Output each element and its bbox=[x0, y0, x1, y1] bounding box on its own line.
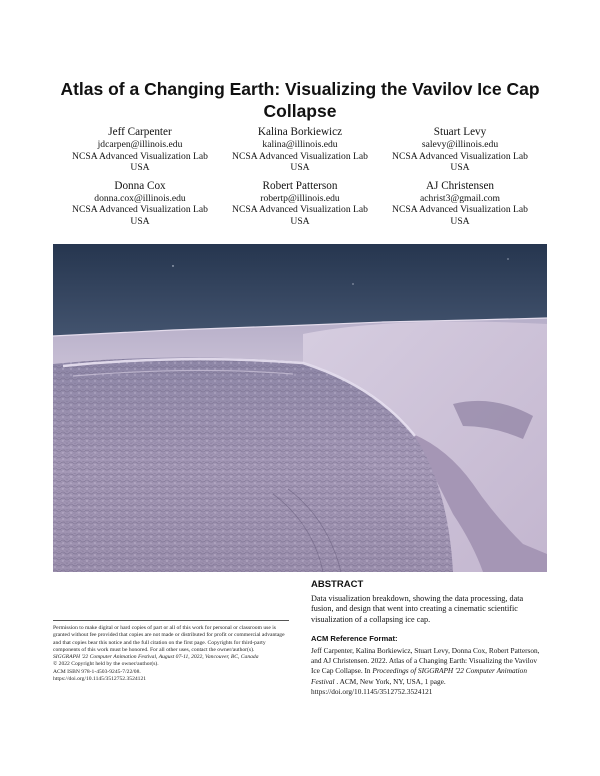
author-country: USA bbox=[450, 215, 470, 227]
author-affiliation: NCSA Advanced Visualization Lab bbox=[392, 150, 528, 162]
author-affiliation: NCSA Advanced Visualization Lab bbox=[72, 150, 208, 162]
copyright-line: © 2022 Copyright held by the owner/author(s). bbox=[53, 661, 159, 668]
reference-heading: ACM Reference Format: bbox=[311, 634, 398, 644]
teaser-image-ice-cap bbox=[53, 244, 547, 572]
reference-authors-title: Jeff Carpenter, Kalina Borkiewicz, Stuart Levy, Donna Cox, Robert Patterson, and AJ Christensen. 2022. Atlas of a Changing Earth: Visualizing the Vavilov Ice Cap Collapse. In bbox=[311, 645, 540, 676]
author-name: Kalina Borkiewicz bbox=[257, 126, 343, 138]
doi-link[interactable]: https://doi.org/10.1145/3512752.3524121 bbox=[53, 676, 147, 683]
author-email: jdcarpen@illinois.edu bbox=[97, 139, 183, 150]
reference-text bbox=[311, 646, 547, 697]
author-name: Donna Cox bbox=[114, 179, 166, 192]
abstract-section bbox=[311, 580, 547, 697]
author-email: robertp@illinois.edu bbox=[260, 192, 340, 204]
author-affiliation: NCSA Advanced Visualization Lab bbox=[72, 204, 208, 215]
author-country: USA bbox=[130, 215, 150, 227]
author-5 bbox=[220, 180, 380, 228]
author-name: Jeff Carpenter bbox=[108, 126, 172, 138]
author-block bbox=[60, 126, 540, 227]
abstract-heading: ABSTRACT bbox=[311, 579, 364, 590]
author-country: USA bbox=[290, 162, 310, 173]
author-6 bbox=[380, 180, 540, 228]
author-name: Robert Patterson bbox=[262, 179, 338, 192]
copyright-footnote bbox=[53, 620, 289, 683]
author-affiliation: NCSA Advanced Visualization Lab bbox=[392, 204, 528, 215]
author-name: AJ Christensen bbox=[425, 179, 495, 192]
permission-notice: Permission to make digital or hard copies of part or all of this work for personal or classroom use is granted without fee provided that copies are not made or distributed for profit or commercial advantage and that copies bear this notice and the full citation on the first page. Copyrights for third-party components of this work must be honored. For all other uses, contact the owner/author(s). bbox=[53, 625, 285, 653]
author-email: donna.cox@illinois.edu bbox=[94, 192, 186, 204]
author-country: USA bbox=[290, 215, 310, 227]
author-email: salevy@illinois.edu bbox=[421, 139, 499, 150]
author-name: Stuart Levy bbox=[433, 126, 487, 138]
isbn-line: ACM ISBN 978-1-4503-9245-7/22/08. bbox=[53, 668, 141, 675]
author-country: USA bbox=[130, 162, 150, 173]
author-country: USA bbox=[450, 162, 470, 173]
abstract-text: Data visualization breakdown, showing the data processing, data fusion, and design that went into creating a cinematic scientific visualization of a collapsing ice cap. bbox=[311, 593, 524, 624]
author-2 bbox=[220, 126, 380, 174]
author-email: achrist3@gmail.com bbox=[420, 192, 500, 204]
reference-publisher-doi: . ACM, New York, NY, USA, 1 page. https://doi.org/10.1145/3512752.3524121 bbox=[311, 676, 446, 696]
author-affiliation: NCSA Advanced Visualization Lab bbox=[232, 204, 368, 215]
author-1 bbox=[60, 126, 220, 174]
author-4 bbox=[60, 180, 220, 228]
author-affiliation: NCSA Advanced Visualization Lab bbox=[232, 150, 368, 162]
paper-title: Atlas of a Changing Earth: Visualizing the Vavilov Ice Cap Collapse bbox=[60, 79, 540, 121]
author-3 bbox=[380, 126, 540, 174]
author-email: kalina@illinois.edu bbox=[262, 139, 338, 150]
conference-venue: SIGGRAPH '22 Computer Animation Festival, August 07-11, 2022, Vancouver, BC, Canada bbox=[53, 654, 259, 661]
reference-venue: Proceedings of SIGGRAPH '22 Computer Animation Festival bbox=[311, 666, 527, 686]
